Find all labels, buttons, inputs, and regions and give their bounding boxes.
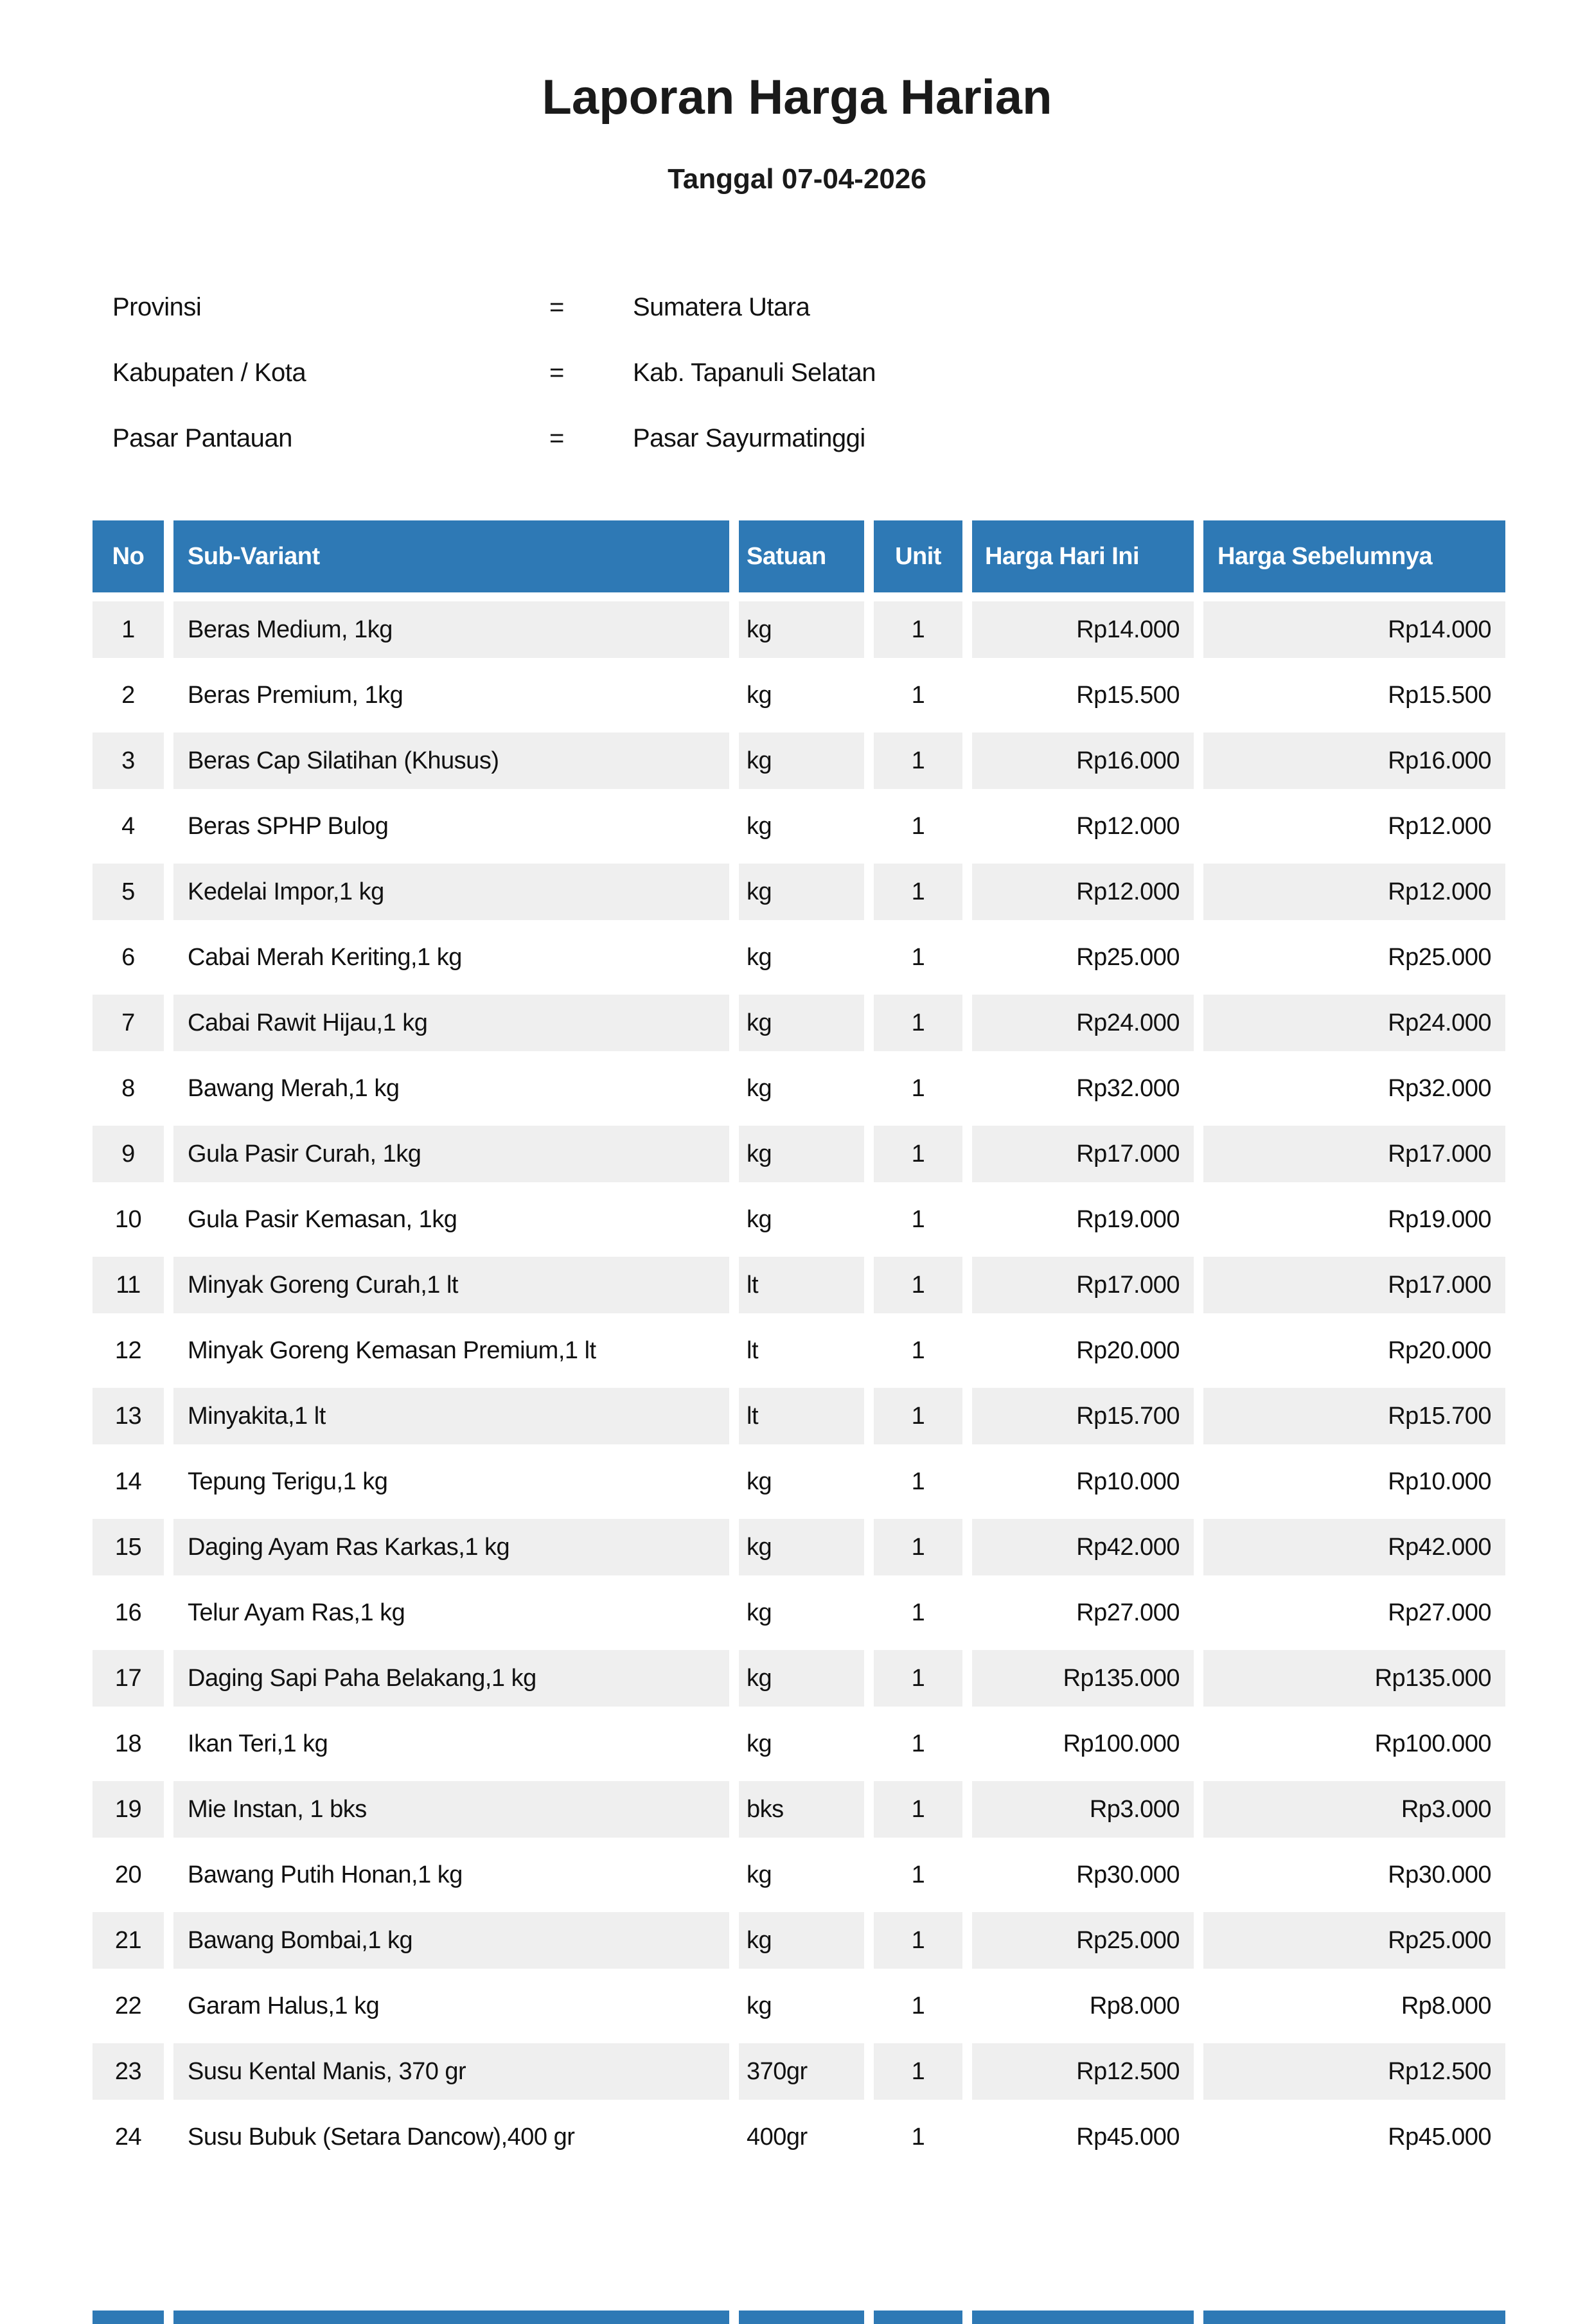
table-row <box>93 798 1505 855</box>
info-row-provinsi <box>0 292 1594 323</box>
cell-satuan: kg <box>739 1191 864 1248</box>
cell-satuan: kg <box>739 1126 864 1182</box>
table-row <box>93 1781 1505 1838</box>
cell-harga-hari-ini: Rp45.000 <box>972 2109 1194 2165</box>
cell-satuan: 400gr <box>739 2109 864 2165</box>
cell-harga-hari-ini: Rp8.000 <box>972 1978 1194 2034</box>
table-row <box>93 864 1505 920</box>
table-row <box>93 601 1505 658</box>
cell-satuan: kg <box>739 1978 864 2034</box>
cell-harga-sebelumnya: Rp10.000 <box>1203 1453 1505 1510</box>
cell-harga-sebelumnya: Rp19.000 <box>1203 1191 1505 1248</box>
cell-no: 4 <box>93 798 164 855</box>
cell-harga-hari-ini: Rp12.000 <box>972 864 1194 920</box>
cell-sub-variant: Beras Medium, 1kg <box>173 601 729 658</box>
cell-satuan: kg <box>739 864 864 920</box>
cell-unit: 1 <box>874 929 962 986</box>
cell-no: 18 <box>93 1716 164 1772</box>
cell-no: 13 <box>93 1388 164 1444</box>
cell-satuan: 370gr <box>739 2043 864 2100</box>
table-row <box>93 1453 1505 1510</box>
cell-satuan: kg <box>739 667 864 723</box>
cell-harga-sebelumnya: Rp24.000 <box>1203 995 1505 1051</box>
cell-sub-variant: Minyak Goreng Kemasan Premium,1 lt <box>173 1322 729 1379</box>
cell-unit: 1 <box>874 1191 962 1248</box>
equals-sign: = <box>549 424 564 453</box>
column-header-harga-sebelumnya: Harga Sebelumnya <box>1203 520 1505 592</box>
cell-sub-variant: Beras Cap Silatihan (Khusus) <box>173 732 729 789</box>
equals-sign: = <box>549 293 564 322</box>
cell-sub-variant: Ikan Teri,1 kg <box>173 1716 729 1772</box>
table-row <box>93 995 1505 1051</box>
cell-sub-variant: Minyakita,1 lt <box>173 1388 729 1444</box>
cell-harga-sebelumnya: Rp25.000 <box>1203 929 1505 986</box>
cell-harga-hari-ini: Rp20.000 <box>972 1322 1194 1379</box>
cell-harga-sebelumnya: Rp17.000 <box>1203 1257 1505 1313</box>
info-label: Pasar Pantauan <box>112 424 292 453</box>
cell-harga-sebelumnya: Rp12.500 <box>1203 2043 1505 2100</box>
cell-harga-sebelumnya: Rp14.000 <box>1203 601 1505 658</box>
cell-no: 7 <box>93 995 164 1051</box>
clipped-header-cell <box>874 2311 962 2324</box>
cell-harga-sebelumnya: Rp42.000 <box>1203 1519 1505 1575</box>
cell-sub-variant: Bawang Putih Honan,1 kg <box>173 1847 729 1903</box>
cell-unit: 1 <box>874 798 962 855</box>
cell-harga-hari-ini: Rp25.000 <box>972 1912 1194 1969</box>
cell-harga-sebelumnya: Rp100.000 <box>1203 1716 1505 1772</box>
cell-unit: 1 <box>874 601 962 658</box>
cell-harga-hari-ini: Rp10.000 <box>972 1453 1194 1510</box>
cell-sub-variant: Beras Premium, 1kg <box>173 667 729 723</box>
cell-harga-sebelumnya: Rp17.000 <box>1203 1126 1505 1182</box>
cell-satuan: kg <box>739 995 864 1051</box>
cell-sub-variant: Minyak Goreng Curah,1 lt <box>173 1257 729 1313</box>
info-value: Sumatera Utara <box>633 293 810 322</box>
info-row-kabupaten <box>0 357 1594 388</box>
cell-sub-variant: Susu Bubuk (Setara Dancow),400 gr <box>173 2109 729 2165</box>
column-header-unit: Unit <box>874 520 962 592</box>
cell-harga-hari-ini: Rp32.000 <box>972 1060 1194 1117</box>
cell-satuan: kg <box>739 1650 864 1707</box>
cell-unit: 1 <box>874 1126 962 1182</box>
cell-sub-variant: Bawang Merah,1 kg <box>173 1060 729 1117</box>
info-value: Kab. Tapanuli Selatan <box>633 359 876 387</box>
table-row <box>93 1912 1505 1969</box>
table-row <box>93 1191 1505 1248</box>
cell-satuan: kg <box>739 1716 864 1772</box>
table-row <box>93 1322 1505 1379</box>
cell-satuan: kg <box>739 1584 864 1641</box>
cell-harga-hari-ini: Rp15.700 <box>972 1388 1194 1444</box>
cell-no: 10 <box>93 1191 164 1248</box>
cell-no: 1 <box>93 601 164 658</box>
cell-unit: 1 <box>874 1584 962 1641</box>
table-row <box>93 1978 1505 2034</box>
clipped-header-cell <box>972 2311 1194 2324</box>
cell-harga-hari-ini: Rp25.000 <box>972 929 1194 986</box>
cell-harga-hari-ini: Rp100.000 <box>972 1716 1194 1772</box>
cell-harga-sebelumnya: Rp20.000 <box>1203 1322 1505 1379</box>
cell-harga-hari-ini: Rp42.000 <box>972 1519 1194 1575</box>
cell-satuan: kg <box>739 1060 864 1117</box>
cell-satuan: kg <box>739 732 864 789</box>
table-row <box>93 1388 1505 1444</box>
cell-harga-hari-ini: Rp14.000 <box>972 601 1194 658</box>
cell-harga-sebelumnya: Rp12.000 <box>1203 864 1505 920</box>
column-header-harga-hari-ini: Harga Hari Ini <box>972 520 1194 592</box>
cell-sub-variant: Daging Sapi Paha Belakang,1 kg <box>173 1650 729 1707</box>
cell-harga-hari-ini: Rp15.500 <box>972 667 1194 723</box>
info-label: Provinsi <box>112 293 202 322</box>
table-header <box>93 520 1505 592</box>
cell-no: 14 <box>93 1453 164 1510</box>
cell-no: 15 <box>93 1519 164 1575</box>
cell-sub-variant: Beras SPHP Bulog <box>173 798 729 855</box>
cell-harga-hari-ini: Rp3.000 <box>972 1781 1194 1838</box>
table-row <box>93 2109 1505 2165</box>
price-table <box>83 511 1515 2174</box>
page-title: Laporan Harga Harian <box>542 70 1052 125</box>
cell-unit: 1 <box>874 1912 962 1969</box>
cell-sub-variant: Cabai Merah Keriting,1 kg <box>173 929 729 986</box>
cell-unit: 1 <box>874 1847 962 1903</box>
cell-harga-hari-ini: Rp30.000 <box>972 1847 1194 1903</box>
cell-no: 16 <box>93 1584 164 1641</box>
cell-unit: 1 <box>874 1781 962 1838</box>
cell-unit: 1 <box>874 1453 962 1510</box>
cell-satuan: kg <box>739 929 864 986</box>
cell-unit: 1 <box>874 1388 962 1444</box>
cell-sub-variant: Garam Halus,1 kg <box>173 1978 729 2034</box>
cell-satuan: kg <box>739 1519 864 1575</box>
cell-harga-sebelumnya: Rp15.700 <box>1203 1388 1505 1444</box>
cell-sub-variant: Gula Pasir Curah, 1kg <box>173 1126 729 1182</box>
table-row <box>93 1519 1505 1575</box>
page-subtitle: Tanggal 07-04-2026 <box>668 163 926 195</box>
table-row <box>93 1584 1505 1641</box>
cell-harga-sebelumnya: Rp30.000 <box>1203 1847 1505 1903</box>
cell-unit: 1 <box>874 1978 962 2034</box>
cell-harga-sebelumnya: Rp3.000 <box>1203 1781 1505 1838</box>
cell-unit: 1 <box>874 1322 962 1379</box>
clipped-header-cell <box>93 2311 164 2324</box>
cell-sub-variant: Kedelai Impor,1 kg <box>173 864 729 920</box>
table-row <box>93 1060 1505 1117</box>
table-row <box>93 929 1505 986</box>
cell-no: 17 <box>93 1650 164 1707</box>
table-row <box>93 667 1505 723</box>
cell-harga-sebelumnya: Rp135.000 <box>1203 1650 1505 1707</box>
column-header-no: No <box>93 520 164 592</box>
next-page-table-header-clipped <box>93 2311 1505 2324</box>
equals-sign: = <box>549 359 564 387</box>
table-row <box>93 2043 1505 2100</box>
cell-no: 21 <box>93 1912 164 1969</box>
table-row <box>93 1650 1505 1707</box>
cell-sub-variant: Susu Kental Manis, 370 gr <box>173 2043 729 2100</box>
cell-harga-sebelumnya: Rp45.000 <box>1203 2109 1505 2165</box>
cell-satuan: kg <box>739 798 864 855</box>
cell-harga-hari-ini: Rp24.000 <box>972 995 1194 1051</box>
cell-no: 24 <box>93 2109 164 2165</box>
cell-unit: 1 <box>874 995 962 1051</box>
clipped-header-cell <box>173 2311 729 2324</box>
cell-satuan: lt <box>739 1322 864 1379</box>
cell-sub-variant: Cabai Rawit Hijau,1 kg <box>173 995 729 1051</box>
cell-unit: 1 <box>874 1519 962 1575</box>
table-body <box>93 601 1505 2165</box>
cell-sub-variant: Telur Ayam Ras,1 kg <box>173 1584 729 1641</box>
clipped-header-cell <box>739 2311 864 2324</box>
cell-sub-variant: Mie Instan, 1 bks <box>173 1781 729 1838</box>
cell-harga-hari-ini: Rp19.000 <box>972 1191 1194 1248</box>
table-header-row <box>93 520 1505 592</box>
cell-unit: 1 <box>874 1257 962 1313</box>
column-header-satuan: Satuan <box>739 520 864 592</box>
cell-satuan: kg <box>739 601 864 658</box>
cell-harga-hari-ini: Rp12.500 <box>972 2043 1194 2100</box>
cell-unit: 1 <box>874 2043 962 2100</box>
cell-satuan: kg <box>739 1453 864 1510</box>
cell-harga-sebelumnya: Rp15.500 <box>1203 667 1505 723</box>
cell-sub-variant: Tepung Terigu,1 kg <box>173 1453 729 1510</box>
column-header-sub-variant: Sub-Variant <box>173 520 729 592</box>
cell-unit: 1 <box>874 1650 962 1707</box>
cell-harga-hari-ini: Rp17.000 <box>972 1257 1194 1313</box>
cell-no: 22 <box>93 1978 164 2034</box>
cell-no: 12 <box>93 1322 164 1379</box>
cell-no: 8 <box>93 1060 164 1117</box>
cell-sub-variant: Bawang Bombai,1 kg <box>173 1912 729 1969</box>
info-label: Kabupaten / Kota <box>112 359 306 387</box>
table-row <box>93 1716 1505 1772</box>
cell-unit: 1 <box>874 1060 962 1117</box>
cell-no: 11 <box>93 1257 164 1313</box>
cell-satuan: lt <box>739 1388 864 1444</box>
cell-satuan: lt <box>739 1257 864 1313</box>
cell-harga-hari-ini: Rp16.000 <box>972 732 1194 789</box>
cell-harga-hari-ini: Rp12.000 <box>972 798 1194 855</box>
table-row <box>93 1847 1505 1903</box>
cell-unit: 1 <box>874 667 962 723</box>
report-info-block <box>0 292 1594 454</box>
cell-unit: 1 <box>874 732 962 789</box>
cell-harga-sebelumnya: Rp8.000 <box>1203 1978 1505 2034</box>
cell-no: 2 <box>93 667 164 723</box>
cell-unit: 1 <box>874 864 962 920</box>
cell-harga-hari-ini: Rp27.000 <box>972 1584 1194 1641</box>
cell-no: 9 <box>93 1126 164 1182</box>
cell-no: 19 <box>93 1781 164 1838</box>
cell-sub-variant: Daging Ayam Ras Karkas,1 kg <box>173 1519 729 1575</box>
cell-harga-sebelumnya: Rp25.000 <box>1203 1912 1505 1969</box>
cell-harga-sebelumnya: Rp32.000 <box>1203 1060 1505 1117</box>
table-row <box>93 732 1505 789</box>
cell-harga-hari-ini: Rp17.000 <box>972 1126 1194 1182</box>
cell-no: 6 <box>93 929 164 986</box>
cell-satuan: kg <box>739 1912 864 1969</box>
table-row <box>93 1126 1505 1182</box>
cell-unit: 1 <box>874 2109 962 2165</box>
cell-no: 3 <box>93 732 164 789</box>
info-row-pasar <box>0 423 1594 454</box>
cell-harga-hari-ini: Rp135.000 <box>972 1650 1194 1707</box>
cell-harga-sebelumnya: Rp27.000 <box>1203 1584 1505 1641</box>
info-value: Pasar Sayurmatinggi <box>633 424 865 453</box>
cell-harga-sebelumnya: Rp16.000 <box>1203 732 1505 789</box>
clipped-header-cell <box>1203 2311 1505 2324</box>
cell-no: 23 <box>93 2043 164 2100</box>
cell-sub-variant: Gula Pasir Kemasan, 1kg <box>173 1191 729 1248</box>
cell-no: 5 <box>93 864 164 920</box>
cell-harga-sebelumnya: Rp12.000 <box>1203 798 1505 855</box>
cell-unit: 1 <box>874 1716 962 1772</box>
cell-satuan: kg <box>739 1847 864 1903</box>
cell-satuan: bks <box>739 1781 864 1838</box>
cell-no: 20 <box>93 1847 164 1903</box>
table-row <box>93 1257 1505 1313</box>
